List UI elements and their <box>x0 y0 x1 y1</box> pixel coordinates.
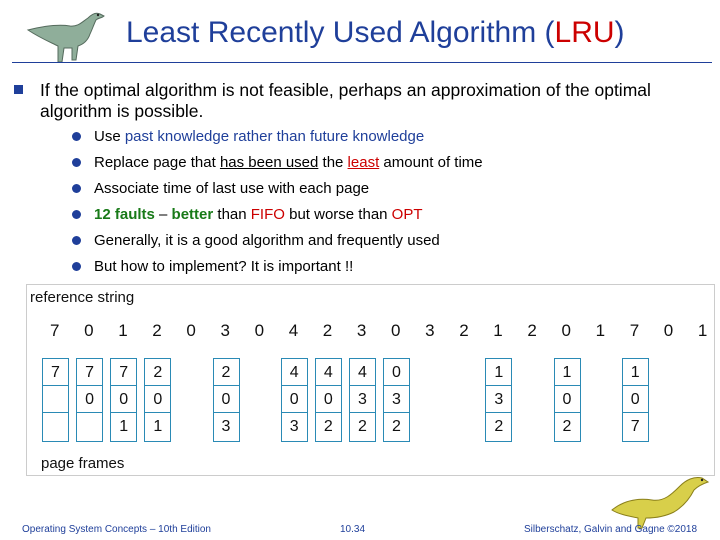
page-frames-label: page frames <box>41 455 125 472</box>
page-frame-cell: 2 <box>562 418 572 435</box>
page-frame-cell: 1 <box>555 359 580 386</box>
reference-string-item: 1 <box>493 321 503 340</box>
reference-string-item: 0 <box>84 321 94 340</box>
page-frame-cell: 7 <box>43 359 68 386</box>
reference-string-item: 1 <box>595 321 606 340</box>
reference-string-item: 1 <box>118 321 128 340</box>
page-frame-cell: 1 <box>119 418 129 435</box>
page-frame-column <box>622 358 649 442</box>
page-frame-column <box>554 358 581 442</box>
page-frame-cell: 2 <box>392 418 401 435</box>
page-frame-cell <box>77 413 102 440</box>
page-frame-cell: 7 <box>111 359 136 386</box>
reference-string-item: 2 <box>152 321 162 340</box>
page-frame-cell: 1 <box>623 359 648 386</box>
page-frame-column <box>383 358 410 442</box>
dinosaur-footer-icon <box>606 470 714 530</box>
footer-page-number: 10.34 <box>340 524 366 535</box>
reference-string-item: 0 <box>561 321 571 340</box>
square-bullet-icon <box>14 85 23 94</box>
page-frame-cell: 3 <box>221 418 231 435</box>
page-frame-column <box>485 358 512 442</box>
sub-bullet-1: Use past knowledge rather than future knowledge <box>72 128 424 145</box>
page-frame-cell: 3 <box>289 418 299 435</box>
reference-string-item: 0 <box>663 321 674 340</box>
page-frame-column <box>42 358 69 442</box>
page-frame-cell: 2 <box>145 359 170 386</box>
dinosaur-logo-icon <box>24 6 116 64</box>
sub-bullet-4: 12 faults – better than FIFO but worse than OPT <box>72 206 423 223</box>
sub-bullet-6: But how to implement? It is important !! <box>72 258 353 275</box>
page-frame-cell: 2 <box>357 418 367 435</box>
page-frame-cell: 2 <box>214 359 239 386</box>
main-bullet-text: If the optimal algorithm is not feasible, perhaps an approximation of the optimal algorithm is possible. <box>40 80 651 121</box>
sub-bullet-5: Generally, it is a good algorithm and frequently used <box>72 232 440 249</box>
page-frame-cell: 3 <box>384 386 409 413</box>
page-frame-cell: 7 <box>77 359 102 386</box>
page-frame-column <box>281 358 308 442</box>
page-frame-cell: 0 <box>623 386 648 413</box>
reference-string-item: 2 <box>527 321 537 340</box>
page-frame-cell: 0 <box>282 386 307 413</box>
reference-string-label: reference string <box>30 289 135 306</box>
footer-left: Operating System Concepts – 10th Edition <box>22 524 211 535</box>
page-frame-cell: 0 <box>214 386 239 413</box>
round-bullet-icon <box>72 184 81 193</box>
sub-bullet-3: Associate time of last use with each page <box>72 180 369 197</box>
page-frame-column <box>110 358 137 442</box>
page-frame-cell: 0 <box>384 359 409 386</box>
reference-string-item: 0 <box>391 321 401 340</box>
page-frame-cell: 4 <box>316 359 341 386</box>
round-bullet-icon <box>72 262 81 271</box>
page-frame-cell <box>43 413 68 440</box>
reference-string-item: 0 <box>186 321 196 340</box>
main-bullet <box>14 80 704 122</box>
page-frame-cell: 2 <box>494 418 504 435</box>
page-frame-cell: 4 <box>282 359 307 386</box>
page-frame-cell: 3 <box>350 386 375 413</box>
page-frame-cell: 1 <box>153 418 163 435</box>
page-frame-cell <box>43 386 68 413</box>
page-frame-cell: 1 <box>486 359 511 386</box>
reference-string-item: 2 <box>459 321 469 340</box>
reference-string-item: 0 <box>254 321 265 340</box>
page-frame-cell: 3 <box>486 386 511 413</box>
page-frame-cell: 0 <box>316 386 341 413</box>
footer-right: Silberschatz, Galvin and Gagne ©2018 <box>524 524 698 535</box>
page-title: Least Recently Used Algorithm (LRU) <box>126 16 625 49</box>
page-frame-column <box>76 358 103 442</box>
page-frame-cell: 0 <box>555 386 580 413</box>
round-bullet-icon <box>72 210 81 219</box>
reference-string-item: 1 <box>697 321 708 340</box>
page-frame-column <box>144 358 171 442</box>
reference-string-item: 2 <box>322 321 333 340</box>
sub-bullet-2: Replace page that has been used the least amount of time <box>72 154 483 171</box>
reference-string-item: 3 <box>425 321 435 340</box>
reference-string-item: 3 <box>356 321 367 340</box>
page-frame-column <box>349 358 376 442</box>
page-frame-cell: 0 <box>77 386 102 413</box>
page-frame-cell: 2 <box>323 418 333 435</box>
reference-string-item: 7 <box>50 321 60 340</box>
reference-string-item: 7 <box>629 321 640 340</box>
page-frame-cell: 7 <box>630 418 640 435</box>
round-bullet-icon <box>72 236 81 245</box>
lru-figure <box>26 284 715 476</box>
page-frame-cell: 0 <box>145 386 170 413</box>
title-divider <box>12 62 712 63</box>
reference-string-item: 4 <box>288 321 299 340</box>
page-frame-cell: 4 <box>350 359 375 386</box>
round-bullet-icon <box>72 158 81 167</box>
page-frame-cell: 0 <box>111 386 136 413</box>
round-bullet-icon <box>72 132 81 141</box>
reference-string-item: 3 <box>220 321 230 340</box>
page-frame-column <box>315 358 342 442</box>
page-frame-column <box>213 358 240 442</box>
